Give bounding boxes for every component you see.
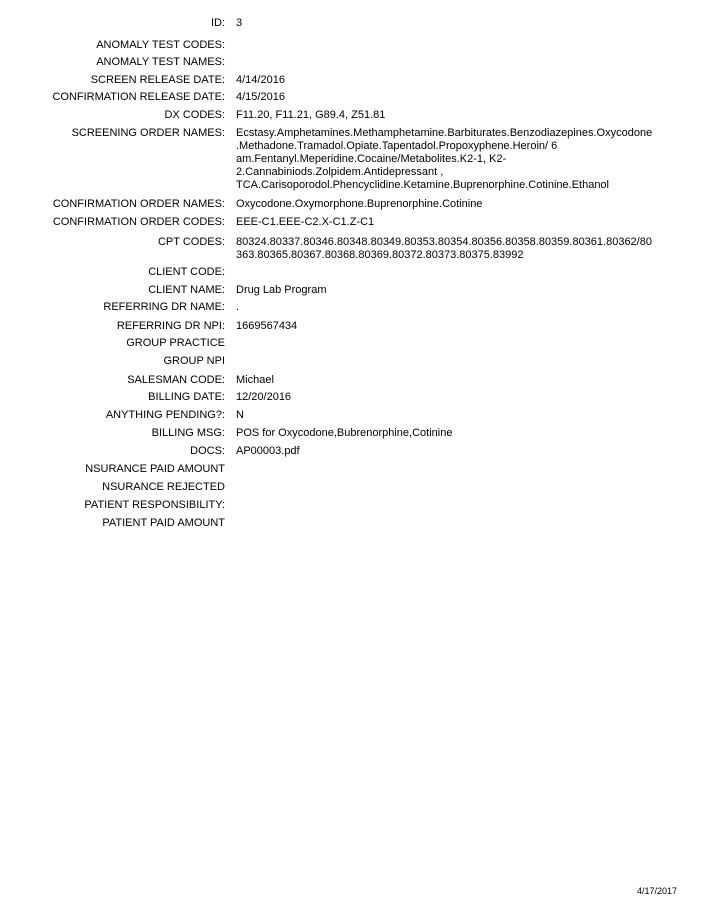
field-label-referring-dr-npi: REFERRING DR NPI: [116, 320, 225, 332]
field-value-referring-dr-npi: 1669567434 [236, 320, 298, 332]
field-label-screening-order-names: SCREENING ORDER NAMES: [71, 127, 225, 139]
field-label-group-practice: GROUP PRACTICE [126, 337, 225, 349]
field-value-cpt-codes: 80324.80337.80346.80348.80349.80353.80354.80356.80358.80359.80361.80362/80 363.80365.80367.80368.80369.80372.80373.80375.83992 [236, 236, 652, 261]
field-value-dx-codes: F11.20, F11.21, G89.4, Z51.81 [236, 109, 386, 121]
field-label-anomaly-test-codes: ANOMALY TEST CODES: [96, 39, 225, 51]
field-label-confirmation-order-codes: CONFIRMATION ORDER CODES: [52, 216, 225, 228]
field-label-anomaly-test-names: ANOMALY TEST NAMES: [96, 56, 225, 68]
field-value-confirmation-order-codes: EEE-C1.EEE-C2.X-C1.Z-C1 [236, 216, 375, 228]
field-label-cpt-codes: CPT CODES: [157, 236, 225, 248]
field-label-patient-responsibility: PATIENT RESPONSIBILITY: [84, 499, 225, 511]
field-label-patient-paid-amount: PATIENT PAID AMOUNT [102, 517, 225, 529]
field-label-anything-pending: ANYTHING PENDING?: [105, 409, 225, 421]
field-value-billing-date: 12/20/2016 [236, 391, 292, 403]
field-label-billing-msg: BILLING MSG: [151, 427, 225, 439]
field-value-salesman-code: Michael [236, 374, 274, 386]
field-label-client-name: CLIENT NAME: [148, 284, 225, 296]
field-value-anything-pending: N [236, 409, 244, 421]
field-label-docs: DOCS: [190, 445, 225, 457]
field-label-group-npi: GROUP NPI [163, 355, 225, 367]
field-label-confirmation-release-date: CONFIRMATION RELEASE DATE: [52, 91, 225, 103]
field-value-id: 3 [236, 17, 243, 29]
field-label-insurance-paid-amount: NSURANCE PAID AMOUNT [85, 463, 225, 475]
field-value-referring-dr-name: . [236, 301, 240, 313]
field-label-referring-dr-name: REFERRING DR NAME: [103, 301, 225, 313]
field-value-confirmation-release-date: 4/15/2016 [236, 91, 285, 103]
field-value-billing-msg: POS for Oxycodone,Bubrenorphine,Cotinine [236, 427, 453, 439]
field-value-screening-order-names: Ecstasy.Amphetamines.Methamphetamine.Barbiturates.Benzodiazepines.Oxycodone .Methadone.Tramadol.Opiate.Tapentadol.Propoxyphene.Heroin/ 6 am.Fentanyl.Meperidine.Cocaine/Metabolites.K2-1, K2- 2.Cannabiniods.Zolpidem.Antidepressant , TCA.Carisoporodol.Phencyclidine.Ketamine.Buprenorphine.Cotinine.Ethanol [236, 127, 653, 191]
field-label-insurance-rejected: NSURANCE REJECTED [102, 481, 225, 493]
field-value-screen-release-date: 4/14/2016 [236, 74, 285, 86]
field-label-billing-date: BILLING DATE: [148, 391, 225, 403]
field-value-confirmation-order-names: Oxycodone.Oxymorphone.Buprenorphine.Cotinine [236, 198, 483, 210]
field-label-dx-codes: DX CODES: [164, 109, 225, 121]
print-date: 4/17/2017 [636, 886, 677, 896]
field-label-screen-release-date: SCREEN RELEASE DATE: [90, 74, 225, 86]
field-label-id: ID: [210, 17, 225, 29]
field-value-docs: AP00003.pdf [236, 445, 300, 457]
field-label-salesman-code: SALESMAN CODE: [127, 374, 225, 386]
field-label-confirmation-order-names: CONFIRMATION ORDER NAMES: [52, 198, 225, 210]
field-label-client-code: CLIENT CODE: [148, 266, 225, 278]
field-value-client-name: Drug Lab Program [236, 284, 327, 296]
